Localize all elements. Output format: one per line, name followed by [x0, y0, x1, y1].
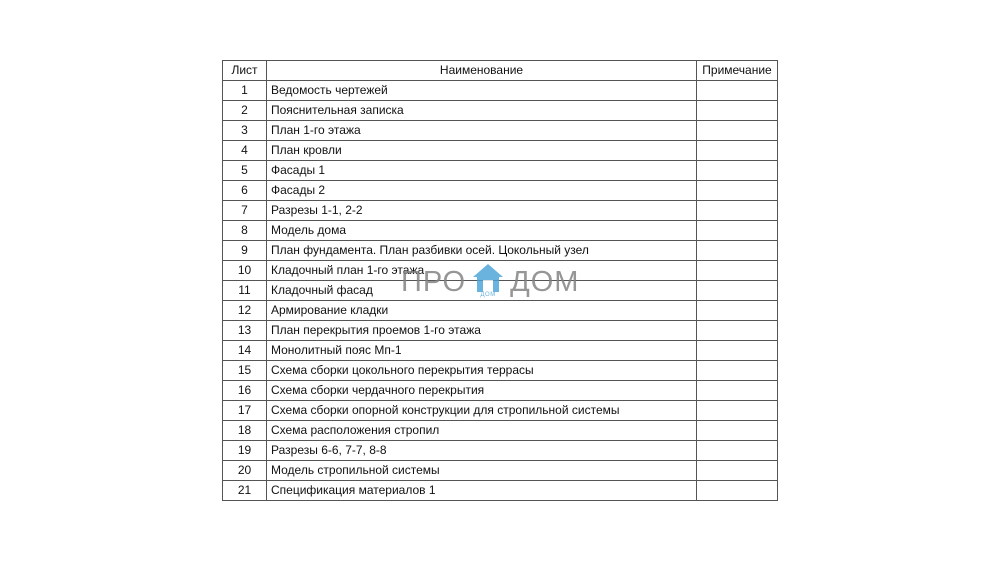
watermark-text-right: ДОМ	[510, 265, 580, 298]
row-sheet-number: 5	[223, 161, 267, 181]
row-sheet-number: 9	[223, 241, 267, 261]
table-row	[223, 461, 778, 481]
row-sheet-number: 7	[223, 201, 267, 221]
row-sheet-name: Фасады 1	[267, 161, 697, 181]
row-sheet-note	[697, 401, 778, 421]
table-row	[223, 441, 778, 461]
row-sheet-number: 13	[223, 321, 267, 341]
table-row	[223, 401, 778, 421]
row-sheet-number: 3	[223, 121, 267, 141]
row-sheet-note	[697, 481, 778, 501]
row-sheet-note	[697, 281, 778, 301]
row-sheet-name: Монолитный пояс Мп-1	[267, 341, 697, 361]
row-sheet-note	[697, 201, 778, 221]
row-sheet-number: 17	[223, 401, 267, 421]
header-note: Примечание	[697, 61, 778, 81]
watermark-house-label: ДОМ	[480, 292, 496, 298]
header-name: Наименование	[267, 61, 697, 81]
drawings-list-table	[222, 60, 778, 501]
row-sheet-name: Схема расположения стропил	[267, 421, 697, 441]
row-sheet-note	[697, 161, 778, 181]
table-row	[223, 221, 778, 241]
row-sheet-note	[697, 181, 778, 201]
row-sheet-name: План кровли	[267, 141, 697, 161]
row-sheet-name: План перекрытия проемов 1-го этажа	[267, 321, 697, 341]
table-row	[223, 141, 778, 161]
row-sheet-note	[697, 341, 778, 361]
row-sheet-note	[697, 241, 778, 261]
row-sheet-note	[697, 361, 778, 381]
row-sheet-number: 19	[223, 441, 267, 461]
row-sheet-name: Схема сборки опорной конструкции для стропильной системы	[267, 401, 697, 421]
row-sheet-note	[697, 221, 778, 241]
watermark-text-left: ПРО	[401, 265, 467, 298]
row-sheet-note	[697, 301, 778, 321]
header-sheet: Лист	[223, 61, 267, 81]
row-sheet-number: 15	[223, 361, 267, 381]
table-row	[223, 81, 778, 101]
row-sheet-note	[697, 121, 778, 141]
row-sheet-name: План фундамента. План разбивки осей. Цокольный узел	[267, 241, 697, 261]
row-sheet-name: Армирование кладки	[267, 301, 697, 321]
table-row	[223, 481, 778, 501]
row-sheet-number: 1	[223, 81, 267, 101]
table-row	[223, 161, 778, 181]
row-sheet-note	[697, 141, 778, 161]
row-sheet-note	[697, 461, 778, 481]
row-sheet-name: Схема сборки чердачного перекрытия	[267, 381, 697, 401]
table-row	[223, 201, 778, 221]
table-row	[223, 241, 778, 261]
row-sheet-number: 4	[223, 141, 267, 161]
row-sheet-name: Пояснительная записка	[267, 101, 697, 121]
row-sheet-number: 14	[223, 341, 267, 361]
table-row	[223, 261, 778, 281]
row-sheet-note	[697, 321, 778, 341]
row-sheet-name: План 1-го этажа	[267, 121, 697, 141]
row-sheet-note	[697, 261, 778, 281]
table-body	[223, 81, 778, 501]
table-row	[223, 341, 778, 361]
row-sheet-number: 11	[223, 281, 267, 301]
row-sheet-note	[697, 81, 778, 101]
table-header-row	[223, 61, 778, 81]
row-sheet-name: Схема сборки цокольного перекрытия террасы	[267, 361, 697, 381]
table-row	[223, 321, 778, 341]
row-sheet-number: 12	[223, 301, 267, 321]
row-sheet-name: Кладочный план 1-го этажа	[267, 261, 697, 281]
row-sheet-name: Модель дома	[267, 221, 697, 241]
row-sheet-name: Спецификация материалов 1	[267, 481, 697, 501]
table-row	[223, 301, 778, 321]
row-sheet-name: Ведомость чертежей	[267, 81, 697, 101]
row-sheet-name: Кладочный фасад	[267, 281, 697, 301]
row-sheet-number: 16	[223, 381, 267, 401]
row-sheet-number: 18	[223, 421, 267, 441]
row-sheet-note	[697, 381, 778, 401]
row-sheet-note	[697, 441, 778, 461]
row-sheet-note	[697, 101, 778, 121]
row-sheet-name: Фасады 2	[267, 181, 697, 201]
table-row	[223, 101, 778, 121]
row-sheet-number: 2	[223, 101, 267, 121]
table-row	[223, 181, 778, 201]
table-row	[223, 361, 778, 381]
table-row	[223, 381, 778, 401]
row-sheet-number: 6	[223, 181, 267, 201]
row-sheet-number: 8	[223, 221, 267, 241]
row-sheet-name: Разрезы 1-1, 2-2	[267, 201, 697, 221]
row-sheet-name: Модель стропильной системы	[267, 461, 697, 481]
table-row	[223, 281, 778, 301]
row-sheet-name: Разрезы 6-6, 7-7, 8-8	[267, 441, 697, 461]
row-sheet-note	[697, 421, 778, 441]
table-row	[223, 121, 778, 141]
row-sheet-number: 21	[223, 481, 267, 501]
table-row	[223, 421, 778, 441]
row-sheet-number: 20	[223, 461, 267, 481]
row-sheet-number: 10	[223, 261, 267, 281]
